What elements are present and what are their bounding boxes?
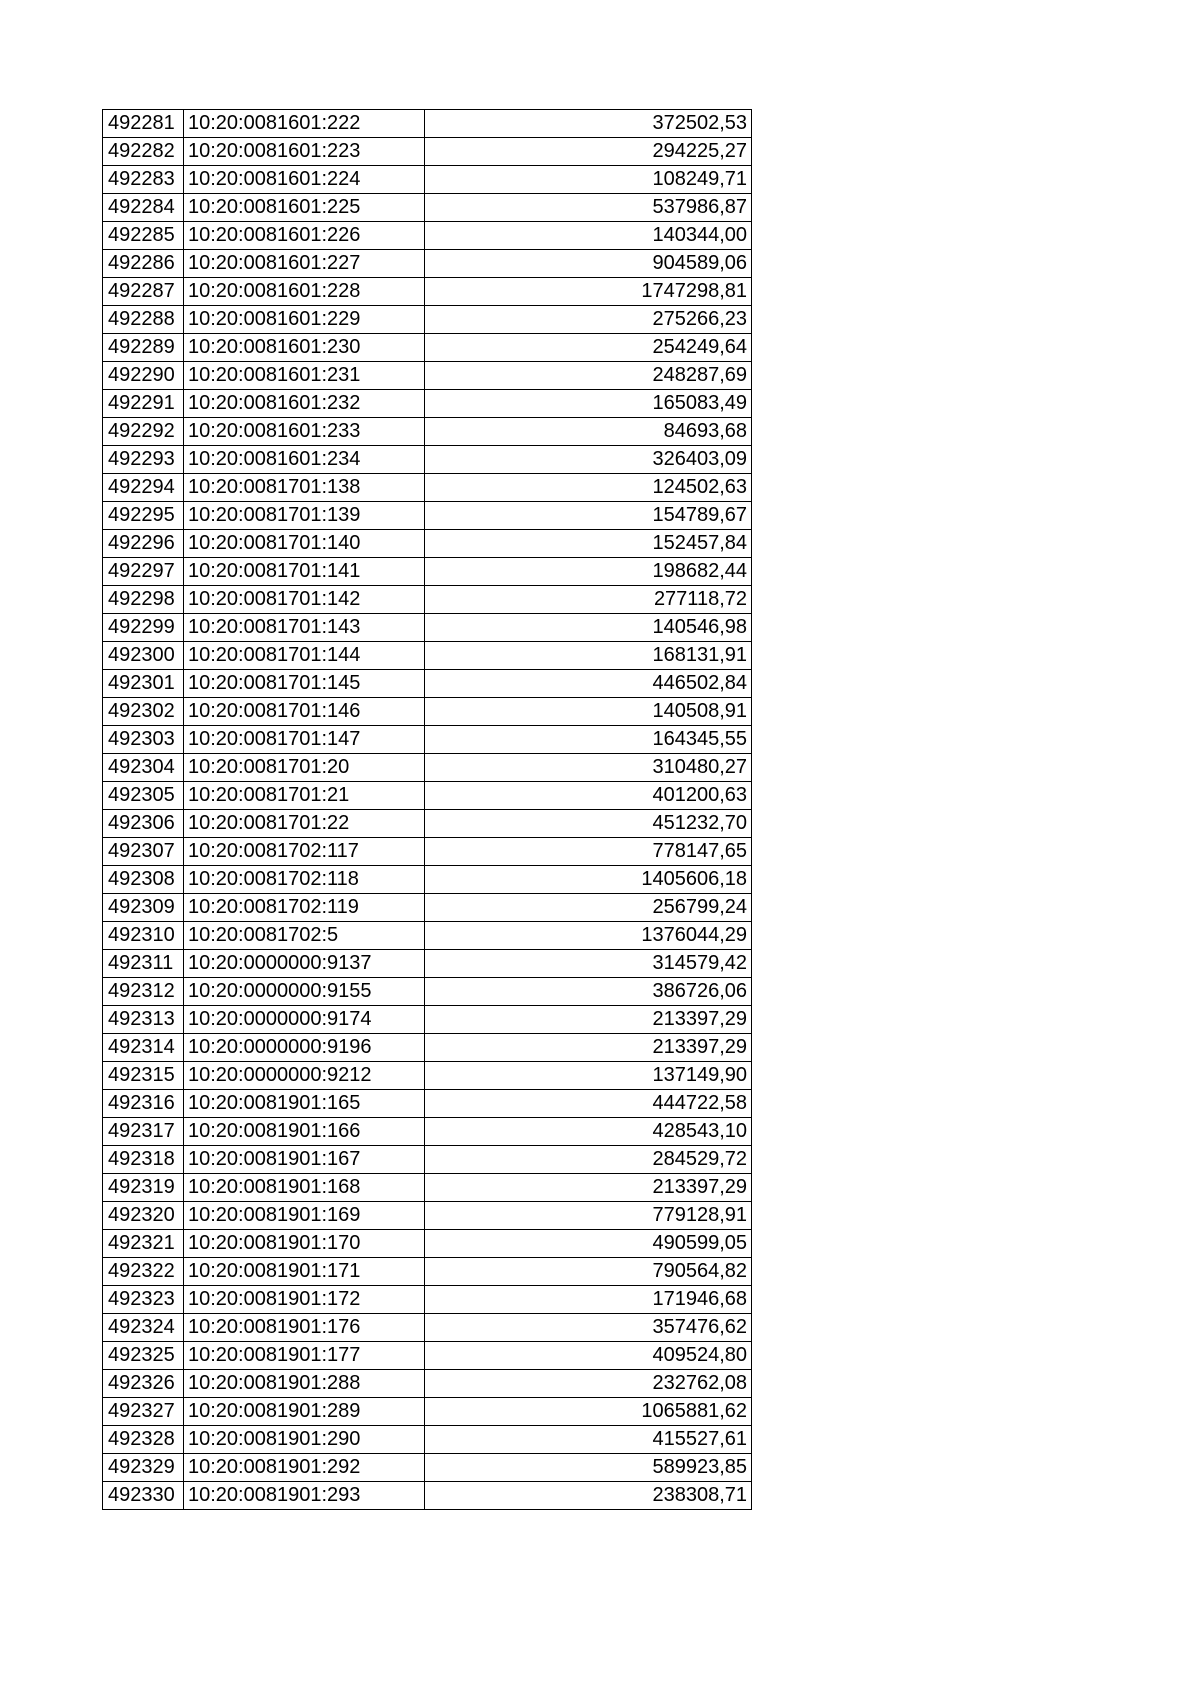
row-id-cell: 492284 <box>103 194 184 222</box>
row-id-cell: 492290 <box>103 362 184 390</box>
row-id-cell: 492296 <box>103 530 184 558</box>
row-id-cell: 492328 <box>103 1426 184 1454</box>
cadastral-number-cell: 10:20:0081601:232 <box>184 390 425 418</box>
table-row <box>103 1034 752 1062</box>
cadastral-value-cell: 589923,85 <box>425 1454 752 1482</box>
table-row <box>103 110 752 138</box>
cadastral-number-cell: 10:20:0081601:228 <box>184 278 425 306</box>
cadastral-number-cell: 10:20:0081901:166 <box>184 1118 425 1146</box>
row-id-cell: 492291 <box>103 390 184 418</box>
cadastral-number-cell: 10:20:0081901:292 <box>184 1454 425 1482</box>
cadastral-value-cell: 168131,91 <box>425 642 752 670</box>
cadastral-value-cell: 198682,44 <box>425 558 752 586</box>
row-id-cell: 492289 <box>103 334 184 362</box>
cadastral-number-cell: 10:20:0081901:168 <box>184 1174 425 1202</box>
table-row <box>103 194 752 222</box>
cadastral-value-cell: 779128,91 <box>425 1202 752 1230</box>
table-row <box>103 138 752 166</box>
cadastral-number-cell: 10:20:0081901:177 <box>184 1342 425 1370</box>
table-row <box>103 390 752 418</box>
table-row <box>103 1174 752 1202</box>
cadastral-number-cell: 10:20:0000000:9174 <box>184 1006 425 1034</box>
cadastral-value-cell: 275266,23 <box>425 306 752 334</box>
table-row <box>103 1342 752 1370</box>
row-id-cell: 492305 <box>103 782 184 810</box>
table-row <box>103 418 752 446</box>
table-row <box>103 726 752 754</box>
table-row <box>103 782 752 810</box>
row-id-cell: 492313 <box>103 1006 184 1034</box>
table-row <box>103 1258 752 1286</box>
cadastral-number-cell: 10:20:0081701:142 <box>184 586 425 614</box>
table-row <box>103 278 752 306</box>
cadastral-value-cell: 326403,09 <box>425 446 752 474</box>
cadastral-value-cell: 84693,68 <box>425 418 752 446</box>
cadastral-value-cell: 164345,55 <box>425 726 752 754</box>
cadastral-number-cell: 10:20:0081901:288 <box>184 1370 425 1398</box>
cadastral-number-cell: 10:20:0081901:290 <box>184 1426 425 1454</box>
cadastral-number-cell: 10:20:0081701:145 <box>184 670 425 698</box>
cadastral-number-cell: 10:20:0081901:169 <box>184 1202 425 1230</box>
row-id-cell: 492309 <box>103 894 184 922</box>
cadastral-number-cell: 10:20:0081601:234 <box>184 446 425 474</box>
cadastral-number-cell: 10:20:0000000:9137 <box>184 950 425 978</box>
row-id-cell: 492304 <box>103 754 184 782</box>
cadastral-number-cell: 10:20:0081601:224 <box>184 166 425 194</box>
row-id-cell: 492322 <box>103 1258 184 1286</box>
table-row <box>103 1314 752 1342</box>
cadastral-number-cell: 10:20:0081702:5 <box>184 922 425 950</box>
table-row <box>103 978 752 1006</box>
row-id-cell: 492320 <box>103 1202 184 1230</box>
cadastral-value-cell: 904589,06 <box>425 250 752 278</box>
table-row <box>103 698 752 726</box>
table-row <box>103 1202 752 1230</box>
row-id-cell: 492292 <box>103 418 184 446</box>
table-row <box>103 586 752 614</box>
table-row <box>103 754 752 782</box>
cadastral-number-cell: 10:20:0081601:229 <box>184 306 425 334</box>
cadastral-number-cell: 10:20:0081701:20 <box>184 754 425 782</box>
cadastral-number-cell: 10:20:0081701:146 <box>184 698 425 726</box>
row-id-cell: 492317 <box>103 1118 184 1146</box>
row-id-cell: 492306 <box>103 810 184 838</box>
cadastral-number-cell: 10:20:0000000:9212 <box>184 1062 425 1090</box>
row-id-cell: 492282 <box>103 138 184 166</box>
row-id-cell: 492287 <box>103 278 184 306</box>
cadastral-value-cell: 232762,08 <box>425 1370 752 1398</box>
row-id-cell: 492285 <box>103 222 184 250</box>
row-id-cell: 492315 <box>103 1062 184 1090</box>
cadastral-value-cell: 256799,24 <box>425 894 752 922</box>
table-row <box>103 306 752 334</box>
row-id-cell: 492283 <box>103 166 184 194</box>
table-row <box>103 866 752 894</box>
row-id-cell: 492293 <box>103 446 184 474</box>
cadastral-value-cell: 428543,10 <box>425 1118 752 1146</box>
row-id-cell: 492297 <box>103 558 184 586</box>
cadastral-value-cell: 778147,65 <box>425 838 752 866</box>
cadastral-number-cell: 10:20:0081901:176 <box>184 1314 425 1342</box>
cadastral-value-cell: 213397,29 <box>425 1174 752 1202</box>
table-row <box>103 222 752 250</box>
table-row <box>103 1398 752 1426</box>
table-row <box>103 446 752 474</box>
cadastral-value-cell: 1376044,29 <box>425 922 752 950</box>
cadastral-number-cell: 10:20:0081601:226 <box>184 222 425 250</box>
row-id-cell: 492298 <box>103 586 184 614</box>
row-id-cell: 492319 <box>103 1174 184 1202</box>
row-id-cell: 492281 <box>103 110 184 138</box>
cadastral-value-cell: 254249,64 <box>425 334 752 362</box>
table-row <box>103 922 752 950</box>
cadastral-number-cell: 10:20:0081701:138 <box>184 474 425 502</box>
table-row <box>103 1286 752 1314</box>
row-id-cell: 492302 <box>103 698 184 726</box>
cadastral-value-cell: 277118,72 <box>425 586 752 614</box>
table-body <box>103 110 752 1510</box>
cadastral-value-cell: 154789,67 <box>425 502 752 530</box>
cadastral-number-cell: 10:20:0081701:22 <box>184 810 425 838</box>
table-row <box>103 642 752 670</box>
table-row <box>103 558 752 586</box>
cadastral-value-cell: 1405606,18 <box>425 866 752 894</box>
cadastral-number-cell: 10:20:0081701:147 <box>184 726 425 754</box>
table-row <box>103 1090 752 1118</box>
row-id-cell: 492316 <box>103 1090 184 1118</box>
table-row <box>103 1370 752 1398</box>
cadastral-number-cell: 10:20:0081901:167 <box>184 1146 425 1174</box>
cadastral-value-cell: 415527,61 <box>425 1426 752 1454</box>
row-id-cell: 492318 <box>103 1146 184 1174</box>
cadastral-number-cell: 10:20:0081701:144 <box>184 642 425 670</box>
row-id-cell: 492299 <box>103 614 184 642</box>
cadastral-value-cell: 152457,84 <box>425 530 752 558</box>
cadastral-value-cell: 165083,49 <box>425 390 752 418</box>
row-id-cell: 492288 <box>103 306 184 334</box>
row-id-cell: 492294 <box>103 474 184 502</box>
table-row <box>103 614 752 642</box>
cadastral-number-cell: 10:20:0081901:171 <box>184 1258 425 1286</box>
cadastral-value-cell: 171946,68 <box>425 1286 752 1314</box>
cadastral-number-cell: 10:20:0081701:140 <box>184 530 425 558</box>
table-row <box>103 1146 752 1174</box>
cadastral-value-cell: 213397,29 <box>425 1034 752 1062</box>
row-id-cell: 492329 <box>103 1454 184 1482</box>
row-id-cell: 492300 <box>103 642 184 670</box>
row-id-cell: 492330 <box>103 1482 184 1510</box>
cadastral-value-cell: 401200,63 <box>425 782 752 810</box>
row-id-cell: 492295 <box>103 502 184 530</box>
cadastral-value-cell: 490599,05 <box>425 1230 752 1258</box>
cadastral-number-cell: 10:20:0081701:21 <box>184 782 425 810</box>
table-row <box>103 250 752 278</box>
table-row <box>103 1454 752 1482</box>
table-row <box>103 1118 752 1146</box>
cadastral-number-cell: 10:20:0081702:117 <box>184 838 425 866</box>
cadastral-number-cell: 10:20:0081601:231 <box>184 362 425 390</box>
cadastral-value-cell: 446502,84 <box>425 670 752 698</box>
table-row <box>103 838 752 866</box>
table-row <box>103 1230 752 1258</box>
table-row <box>103 1062 752 1090</box>
row-id-cell: 492314 <box>103 1034 184 1062</box>
cadastral-number-cell: 10:20:0000000:9196 <box>184 1034 425 1062</box>
cadastral-value-cell: 137149,90 <box>425 1062 752 1090</box>
cadastral-value-cell: 357476,62 <box>425 1314 752 1342</box>
cadastral-value-cell: 248287,69 <box>425 362 752 390</box>
cadastral-value-cell: 140344,00 <box>425 222 752 250</box>
row-id-cell: 492326 <box>103 1370 184 1398</box>
table-row <box>103 530 752 558</box>
row-id-cell: 492310 <box>103 922 184 950</box>
row-id-cell: 492301 <box>103 670 184 698</box>
cadastral-number-cell: 10:20:0081601:227 <box>184 250 425 278</box>
cadastral-number-cell: 10:20:0081701:143 <box>184 614 425 642</box>
cadastral-value-cell: 238308,71 <box>425 1482 752 1510</box>
cadastral-value-cell: 537986,87 <box>425 194 752 222</box>
cadastral-number-cell: 10:20:0081701:141 <box>184 558 425 586</box>
cadastral-value-cell: 140546,98 <box>425 614 752 642</box>
row-id-cell: 492321 <box>103 1230 184 1258</box>
table-row <box>103 1482 752 1510</box>
row-id-cell: 492312 <box>103 978 184 1006</box>
cadastral-number-cell: 10:20:0081601:233 <box>184 418 425 446</box>
cadastral-number-cell: 10:20:0081601:225 <box>184 194 425 222</box>
table-row <box>103 950 752 978</box>
cadastral-number-cell: 10:20:0081601:222 <box>184 110 425 138</box>
table-row <box>103 334 752 362</box>
cadastral-number-cell: 10:20:0081702:118 <box>184 866 425 894</box>
cadastral-value-cell: 444722,58 <box>425 1090 752 1118</box>
row-id-cell: 492327 <box>103 1398 184 1426</box>
cadastral-number-cell: 10:20:0000000:9155 <box>184 978 425 1006</box>
table-row <box>103 474 752 502</box>
cadastral-value-cell: 314579,42 <box>425 950 752 978</box>
row-id-cell: 492308 <box>103 866 184 894</box>
table-row <box>103 1426 752 1454</box>
table-row <box>103 670 752 698</box>
cadastral-value-cell: 790564,82 <box>425 1258 752 1286</box>
cadastral-value-cell: 213397,29 <box>425 1006 752 1034</box>
cadastral-number-cell: 10:20:0081601:230 <box>184 334 425 362</box>
cadastral-number-cell: 10:20:0081901:289 <box>184 1398 425 1426</box>
row-id-cell: 492324 <box>103 1314 184 1342</box>
row-id-cell: 492311 <box>103 950 184 978</box>
table-row <box>103 166 752 194</box>
table-row <box>103 362 752 390</box>
cadastral-value-cell: 284529,72 <box>425 1146 752 1174</box>
cadastral-value-cell: 124502,63 <box>425 474 752 502</box>
table-row <box>103 502 752 530</box>
table-row <box>103 894 752 922</box>
cadastral-number-cell: 10:20:0081901:165 <box>184 1090 425 1118</box>
cadastral-value-cell: 372502,53 <box>425 110 752 138</box>
cadastral-value-table <box>102 109 752 1510</box>
cadastral-number-cell: 10:20:0081701:139 <box>184 502 425 530</box>
cadastral-value-cell: 451232,70 <box>425 810 752 838</box>
cadastral-value-cell: 294225,27 <box>425 138 752 166</box>
row-id-cell: 492286 <box>103 250 184 278</box>
cadastral-value-cell: 409524,80 <box>425 1342 752 1370</box>
cadastral-value-cell: 1065881,62 <box>425 1398 752 1426</box>
table-row <box>103 1006 752 1034</box>
cadastral-value-cell: 108249,71 <box>425 166 752 194</box>
cadastral-value-cell: 310480,27 <box>425 754 752 782</box>
cadastral-value-cell: 386726,06 <box>425 978 752 1006</box>
cadastral-number-cell: 10:20:0081702:119 <box>184 894 425 922</box>
row-id-cell: 492307 <box>103 838 184 866</box>
cadastral-value-cell: 140508,91 <box>425 698 752 726</box>
row-id-cell: 492323 <box>103 1286 184 1314</box>
table-row <box>103 810 752 838</box>
row-id-cell: 492325 <box>103 1342 184 1370</box>
cadastral-number-cell: 10:20:0081601:223 <box>184 138 425 166</box>
cadastral-value-cell: 1747298,81 <box>425 278 752 306</box>
cadastral-number-cell: 10:20:0081901:293 <box>184 1482 425 1510</box>
cadastral-number-cell: 10:20:0081901:170 <box>184 1230 425 1258</box>
row-id-cell: 492303 <box>103 726 184 754</box>
cadastral-number-cell: 10:20:0081901:172 <box>184 1286 425 1314</box>
